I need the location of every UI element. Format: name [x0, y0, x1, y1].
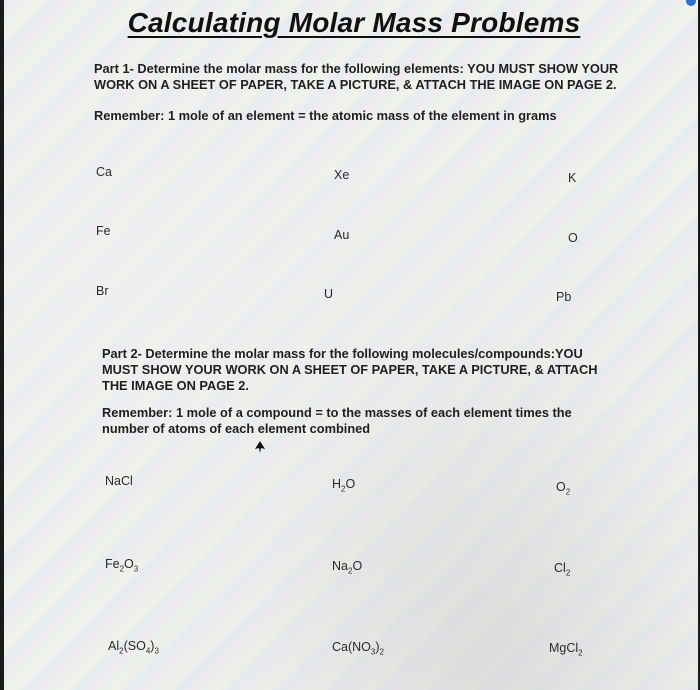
formula-text: Ca(NO	[332, 640, 371, 654]
part2-instructions: Part 2- Determine the molar mass for the following molecules/compounds:YOU MUST SHOW YOUR WORK ON A SHEET OF PAPER, TAKE A PICTURE, & ATTACH THE IMAGE ON PAGE 2.	[102, 346, 598, 393]
compound-na2o	[332, 559, 362, 576]
formula-subscript: 3	[154, 646, 159, 656]
element-k: K	[568, 171, 577, 185]
element-xe: Xe	[334, 168, 350, 182]
element-u: U	[324, 287, 334, 301]
formula-text: H	[332, 477, 342, 491]
element-o: O	[568, 231, 578, 245]
worksheet-page	[4, 0, 698, 690]
formula-text: Al	[108, 639, 120, 653]
part1-remember-note: Remember: 1 mole of an element = the atomic mass of the element in grams	[94, 108, 557, 123]
compound-mgcl2	[549, 641, 583, 658]
compound-cl2	[554, 561, 570, 578]
element-fe: Fe	[96, 224, 111, 238]
formula-text: MgCl	[549, 641, 579, 655]
formula-subscript: 2	[379, 647, 384, 657]
window-corner-indicator	[686, 0, 696, 6]
formula-text: Na	[332, 559, 348, 573]
compound-cano32	[332, 640, 384, 657]
compound-h2o	[332, 477, 355, 494]
element-ca: Ca	[96, 165, 112, 179]
compound-o2	[556, 480, 570, 497]
part1-instructions: Part 1- Determine the molar mass for the following elements: YOU MUST SHOW YOUR WORK ON A SHEET OF PAPER, TAKE A PICTURE, & ATTACH THE IMAGE ON PAGE 2.	[94, 61, 619, 92]
formula-subscript: 4	[145, 646, 151, 656]
formula-subscript: 2	[119, 564, 125, 574]
formula-text: O	[124, 557, 134, 571]
compound-al2so43	[108, 639, 159, 656]
formula-subscript: 2	[565, 487, 571, 497]
formula-text: )	[150, 639, 155, 653]
formula-subscript: 2	[347, 566, 353, 576]
compound-fe2o3	[105, 557, 138, 574]
compound-nacl	[105, 474, 133, 488]
formula-subscript: 2	[565, 568, 571, 578]
formula-text: Fe	[105, 557, 120, 571]
formula-subscript: 3	[133, 564, 139, 574]
formula-text: O	[345, 477, 356, 491]
formula-text: O	[352, 559, 363, 573]
formula-subscript: 2	[341, 484, 346, 494]
formula-text: Cl	[554, 561, 566, 575]
formula-text: (SO	[123, 639, 146, 653]
page-title: Calculating Molar Mass Problems	[127, 7, 581, 38]
formula-text: NaCl	[105, 474, 133, 488]
element-br: Br	[96, 284, 109, 298]
formula-subscript: 3	[370, 647, 376, 657]
element-au: Au	[334, 228, 350, 242]
formula-subscript: 2	[119, 646, 124, 656]
part2-remember-note: Remember: 1 mole of a compound = to the masses of each element times the number of atoms of each element combined	[102, 405, 572, 436]
formula-subscript: 2	[578, 648, 583, 658]
element-pb: Pb	[556, 290, 572, 304]
formula-text: )	[375, 640, 380, 654]
formula-text: O	[556, 480, 566, 494]
